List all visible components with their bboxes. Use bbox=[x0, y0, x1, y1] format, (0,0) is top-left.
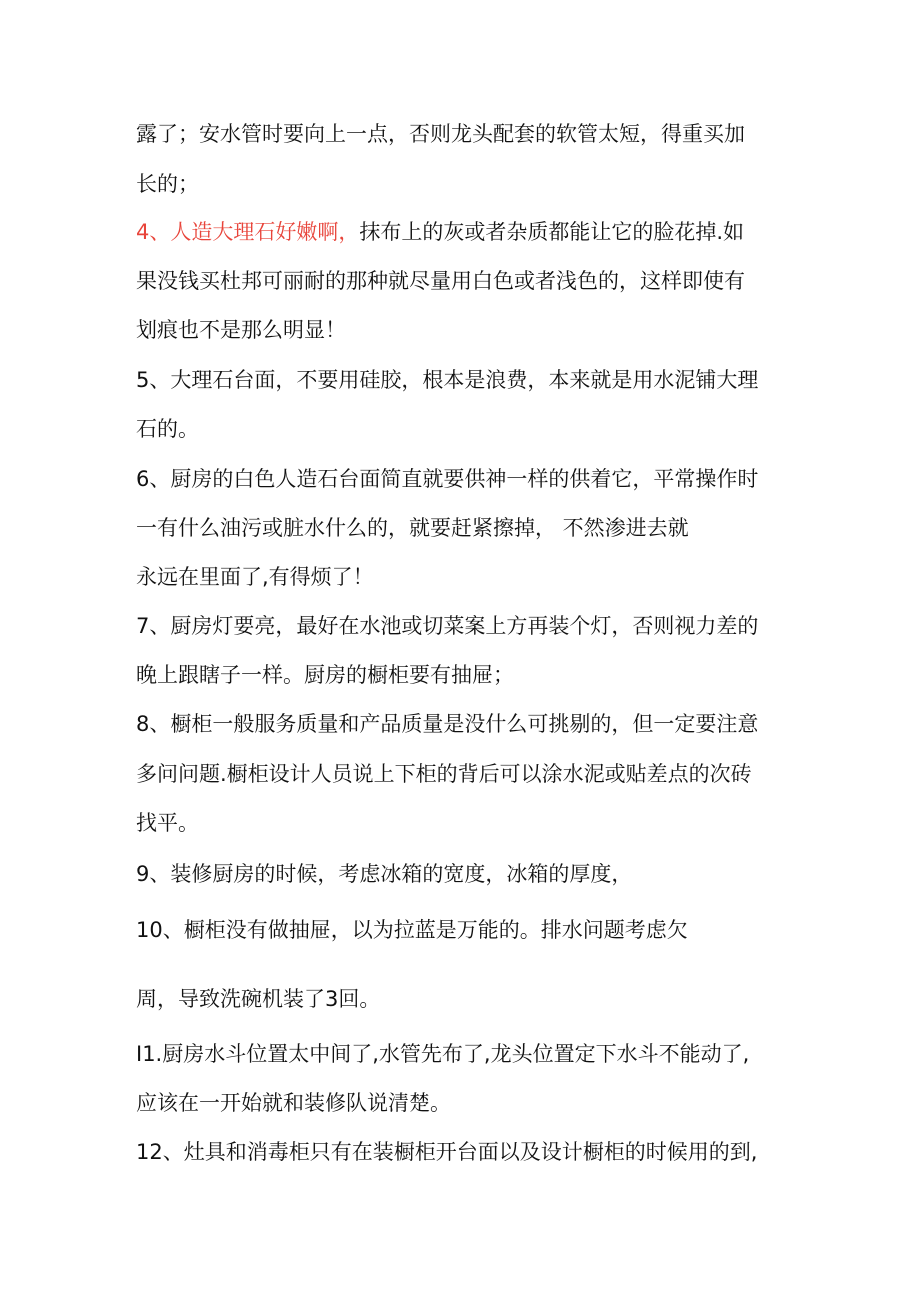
paragraph-line: 应该在一开始就和装修队说清楚。 bbox=[136, 1091, 451, 1115]
paragraph-line: 一有什么油污或脏水什么的，就要赶紧擦掉， 不然渗进去就 bbox=[136, 516, 689, 540]
paragraph-line: 果没钱买杜邦可丽耐的那种就尽量用白色或者浅色的，这样即使有 bbox=[136, 269, 745, 293]
paragraph-line: 长的； bbox=[136, 172, 199, 196]
paragraph-line: 永远在里面了,有得烦了！ bbox=[136, 565, 374, 589]
paragraph-line: 10、橱柜没有做抽屉，以为拉蓝是万能的。排水问题考虑欠 bbox=[136, 918, 688, 942]
paragraph-line: 7、厨房灯要亮，最好在水池或切菜案上方再装个灯，否则视力差的 bbox=[136, 614, 759, 638]
paragraph-line: 石的。 bbox=[136, 417, 199, 441]
paragraph-line: 多问问题.橱柜设计人员说上下柜的背后可以涂水泥或贴差点的次砖 bbox=[136, 762, 752, 786]
paragraph-line: 5、大理石台面，不要用硅胶，根本是浪费，本来就是用水泥铺大理 bbox=[136, 368, 759, 392]
paragraph-line: 8、橱柜一般服务质量和产品质量是没什么可挑剔的，但一定要注意 bbox=[136, 712, 759, 736]
paragraph-line-highlighted bbox=[136, 218, 744, 246]
paragraph-line: 晚上跟瞎子一样。厨房的橱柜要有抽屉； bbox=[136, 663, 514, 687]
paragraph-line: 9、装修厨房的时候，考虑冰箱的宽度，冰箱的厚度， bbox=[136, 862, 633, 886]
paragraph-text: 抹布上的灰或者杂质都能让它的脸花掉.如 bbox=[359, 220, 745, 244]
paragraph-line: 露了；安水管时要向上一点，否则龙头配套的软管太短，得重买加 bbox=[136, 122, 745, 146]
paragraph-line: I1.厨房水斗位置太中间了,水管先布了,龙头位置定下水斗不能动了, bbox=[136, 1042, 750, 1066]
paragraph-line: 12、灶具和消毒柜只有在装橱柜开台面以及设计橱柜的时候用的到, bbox=[136, 1140, 758, 1164]
highlighted-heading: 4、人造大理石好嫩啊， bbox=[136, 220, 360, 244]
paragraph-line: 划痕也不是那么明显！ bbox=[136, 318, 346, 342]
paragraph-line: 6、厨房的白色人造石台面简直就要供神一样的供着它，平常操作时 bbox=[136, 467, 759, 491]
paragraph-line: 周，导致洗碗机装了3回。 bbox=[136, 987, 381, 1011]
paragraph-line: 找平。 bbox=[136, 811, 199, 835]
